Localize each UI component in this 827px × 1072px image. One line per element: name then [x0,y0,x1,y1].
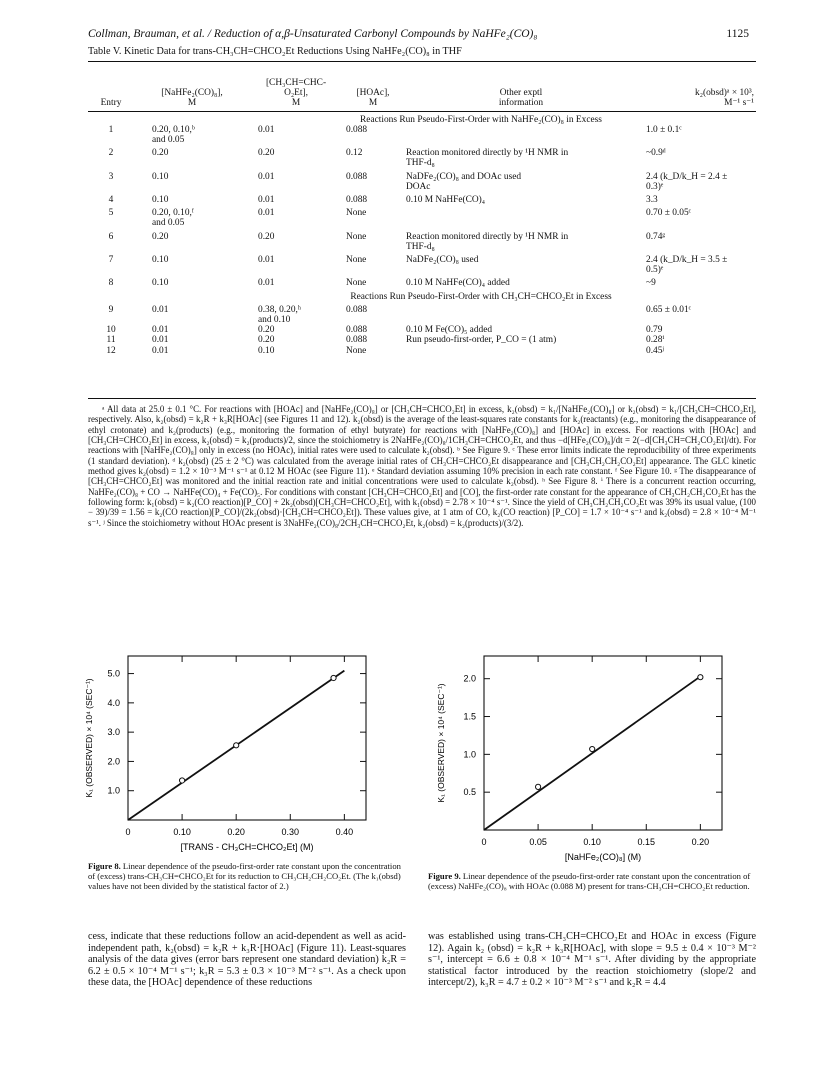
data-point [590,746,595,751]
cell-hfe: 0.20 [152,148,169,159]
cell-hoac: None [346,278,367,289]
cell-hoac: 0.12 [346,148,363,159]
cell-hoac: 0.088 [346,195,368,206]
x-tick-label: 0.10 [173,827,191,837]
cell-hfe: 0.20 [152,231,169,242]
table-row [88,252,756,275]
page-number: 1125 [726,28,749,40]
table-caption: Table V. Kinetic Data for trans-CH₃CH=CHCO₂Et Reductions Using NaHFe₂(CO)₈ in THF [88,46,462,57]
data-point [331,675,336,680]
cell-crotonate: 0.01 [258,124,275,135]
x-tick-label: 0 [125,827,131,837]
data-point [698,675,703,680]
cell-entry: 12 [106,345,116,356]
cell-k2: 2.4 (k_D/k_H = 2.4 ± 0.3)ᵉ [646,171,728,192]
y-tick-label: 1.0 [107,785,120,796]
cell-hfe: 0.10 [152,171,169,182]
cell-entry: 5 [108,208,114,219]
x-tick-label: 0.40 [335,827,354,837]
table-body [88,112,756,356]
table-section-heading: Reactions Run Pseudo-First-Order with CH₃CH=CHCO₂Et in Excess [350,291,612,302]
x-axis-label: [TRANS - CH₃CH=CHCO₂Et] (M) [180,842,314,852]
cell-info: Reaction monitored directly by ¹H NMR in THF-d₈ [406,231,569,252]
cell-k2: 3.3 [646,195,658,206]
cell-crotonate: 0.01 [258,171,275,182]
cell-crotonate: 0.10 [258,345,275,356]
table-row [88,325,756,335]
cell-info [404,205,638,228]
x-tick-label: 0.15 [637,837,656,847]
table-row [88,192,756,205]
running-head: Collman, Brauman, et al. / Reduction of α,β-Unsaturated Carbonyl Compounds by NaHFe₂(CO)₈ [88,28,538,40]
col-hfe: [NaHFe₂(CO)₈], M [161,88,223,109]
cell-hfe: 0.10 [152,195,169,206]
cell-hfe: 0.01 [152,335,169,346]
cell-entry: 10 [106,325,116,336]
col-k2: k₂(obsd)ᵃ × 10³, M⁻¹ s⁻¹ [695,88,754,109]
cell-crotonate: 0.01 [258,208,275,219]
cell-crotonate: 0.20 [258,335,275,346]
table-row [88,335,756,345]
cell-entry: 7 [108,255,114,266]
table-row [88,302,756,325]
cell-hoac: 0.088 [346,325,368,336]
figure-9 [432,648,742,868]
cell-k2: ~0.9ᵈ [646,148,666,159]
cell-k2: 0.79 [646,325,663,336]
cell-k2: 0.74ᵍ [646,231,666,242]
cell-info: 0.10 M NaHFe(CO)₄ [406,195,486,206]
cell-hfe: 0.10 [152,278,169,289]
y-tick-label: 1.0 [463,749,476,760]
x-tick-label: 0.20 [227,827,245,837]
cell-k2: 0.70 ± 0.05ᶜ [646,208,692,219]
col-entry: Entry [100,98,122,109]
cell-entry: 1 [108,124,114,135]
col-info: Other exptl information [498,88,544,109]
cell-k2: 2.4 (k_D/k_H = 3.5 ± 0.5)ᵉ [646,255,728,276]
cell-entry: 2 [108,148,114,159]
figure-8-chart [80,648,380,858]
col-hoac: [HOAc], M [356,88,390,109]
cell-hoac: None [346,208,367,219]
cell-hoac: None [346,345,367,356]
body-text-right: was established using trans-CH₃CH=CHCO₂Et and HOAc in excess (Figure 12). Again k₂ (obsd) = k₂R + k₃R[HOAc], with slope = 9.5 ± 0.4 × 10⁻³ M⁻² s⁻¹, intercept = 6.6 ± 0.8 × 10⁻⁴ M⁻¹ s⁻¹. After dividing by the appropriate statistical factor introduced by the reaction stoichiometry (slope/2 and intercept/2), k₃R = 4.7 ± 0.2 × 10⁻³ M⁻² s⁻¹ and k₂R = 4.4 [428,931,756,989]
table-top-rule [88,61,756,62]
cell-crotonate: 0.20 [258,148,275,159]
cell-k2: ~9 [646,278,656,289]
cell-entry: 4 [108,195,114,206]
cell-info: NaDFe₂(CO)₈ used [406,255,479,266]
cell-hoac: 0.088 [346,335,368,346]
table-row [88,145,756,168]
data-point [535,784,540,789]
y-tick-label: 1.5 [463,711,476,722]
y-axis-label: K₁ (OBSERVED) × 10⁴ (SEC⁻¹) [84,678,94,798]
body-text-left: cess, indicate that these reductions follow an acid-dependent as well as acid-independent path, k₂(obsd) = k₂R + k₃R·[HOAc] (Figure 11). Least-squares analysis of the data gives (error bars represent one standard deviation) k₂R = 6.2 ± 0.5 × 10⁻⁴ M⁻¹ s⁻¹; k₃R = 5.3 ± 0.3 × 10⁻³ M⁻² s⁻¹. As a check upon these data, the [HOAc] dependence of these reductions [88,931,406,989]
table-row [88,346,756,356]
cell-hoac: 0.088 [346,124,368,135]
kinetic-data-table [88,78,756,356]
x-axis-label: [NaHFe₂(CO)₈] (M) [564,852,642,862]
cell-info: Run pseudo-first-order, P_CO = (1 atm) [406,335,557,346]
y-axis-label: K₁ (OBSERVED) × 10⁴ (SEC⁻¹) [436,683,446,803]
figure-8-caption: Figure 8. Linear dependence of the pseudo-first-order rate constant upon the concentration of (excess) trans-CH₃CH=CHCO₂Et for its reduction to CH₃CH₂CH₂CO₂Et. (The k₁(obsd) values have not been divided by the statistical factor of 2.) [88,861,401,891]
cell-entry: 3 [108,171,114,182]
fit-line [484,676,700,830]
table-row [88,125,756,145]
cell-crotonate: 0.01 [258,195,275,206]
y-tick-label: 5.0 [107,668,120,679]
cell-hfe: 0.20, 0.10,ᶠ and 0.05 [152,208,194,229]
cell-crotonate: 0.01 [258,255,275,266]
cell-info [404,346,638,356]
table-row [88,169,756,192]
x-tick-label: 0.10 [583,837,601,847]
cell-hfe: 0.20, 0.10,ᵇ and 0.05 [152,124,195,146]
table-section-heading: Reactions Run Pseudo-First-Order with NaHFe₂(CO)₈ in Excess [360,114,602,125]
cell-k2: 1.0 ± 0.1ᶜ [646,124,682,135]
data-point [179,778,184,783]
cell-crotonate: 0.20 [258,231,275,242]
figure-9-chart [432,648,742,868]
x-tick-label: 0.05 [529,837,547,847]
cell-info [404,125,638,145]
cell-hfe: 0.01 [152,325,169,336]
cell-info: 0.10 M Fe(CO)₅ added [406,325,493,336]
cell-info: Reaction monitored directly by ¹H NMR in THF-d₈ [406,148,569,169]
cell-hfe: 0.01 [152,345,169,356]
table-bottom-rule [88,398,756,399]
cell-info: 0.10 M NaHFe(CO)₄ added [406,278,510,289]
y-tick-label: 2.0 [463,673,476,684]
y-tick-label: 0.5 [463,787,476,798]
cell-entry: 8 [108,278,114,289]
figure-9-caption: Figure 9. Linear dependence of the pseudo-first-order rate constant upon the concentration of (excess) NaHFe₂(CO)₈ with HOAc (0.088 M) present for trans-CH₃CH=CHCO₂Et reduction. [428,871,751,891]
cell-hoac: 0.088 [346,304,368,315]
cell-entry: 9 [108,304,114,315]
cell-k2: 0.28ⁱ [646,335,665,346]
table-row [88,205,756,228]
cell-info: NaDFe₂(CO)₈ and DOAc used DOAc [406,171,522,192]
cell-entry: 6 [108,231,114,242]
cell-hfe: 0.01 [152,304,169,315]
cell-info [404,302,638,325]
table-header-row [88,78,756,109]
y-tick-label: 4.0 [107,697,120,708]
data-point [234,743,239,748]
table-footnotes: ᵃ All data at 25.0 ± 0.1 °C. For reactions with [HOAc] and [NaHFe₂(CO)₈] or [CH₃CH=CHCO₂Et] in excess, k₂(obsd) = k₁/[NaHFe₂(CO)₈] or k₂(obsd) = k₁/[CH₃CH=CHCO₂Et], respectively. Also, k₂(obsd) = k₂R + k₃R[HOAc] (see Figures 11 and 12). k₂(obsd) is the average of the least-squares rate constants for k₂(reactants) (e.g., monitoring the disappearance of ethyl crotonate) and k₂(products) (e.g., monitoring the formation of ethyl butyrate) for reactions with [NaHFe₂(CO)₈] and [HOAc] in excess. For reactions with [HOAc] and [CH₃CH=CHCO₂Et] in excess, k₂(obsd) = k₂(products)/2, since the stoichiometry is 2NaHFe₂(CO)₈/1CH₃CH=CHCO₂Et, and thus −d[HFe₂(CO)₈]/dt = 2(−d[CH₃CH=CH₂CO₂Et]/dt). For reactions with [NaHFe₂(CO)₈] only in excess (no HOAc), initial rates were used to calculate k₂(obsd). ᵇ See Figure 9. ᶜ These error limits indicate the reproducibility of three experiments (1 standard deviation). ᵈ k₂(obsd) (25 ± 2 °C) was calculated from the average initial rates of CH₃CH=CHCO₂Et disappearance and [CH₃CH₂CH₂CO₂Et] appearance. The GLC kinetic method gives k₂(obsd) = 1.2 × 10⁻³ M⁻¹ s⁻¹ at 0.12 M HOAc (see Figure 11). ᵉ Standard deviation assuming 10% precision in each rate constant. ᶠ See Figure 10. ᵍ The disappearance of [CH₃CH=CHCO₂Et] was monitored and the initial reaction rate and initial concentrations were used to calculate k₂(obsd). ʰ See Figure 8. ⁱ There is a concurrent reaction occurring, NaHFe₂(CO)₈ + CO → NaHFe(CO)₄ + Fe(CO)₅. For conditions with constant [CH₃CH=CHCO₂Et] and [CO], the first-order rate constant for the appearance of CH₃CH₂CH₂CO₂Et has the following form: k₁(obsd) = k₂(CO reaction)[P_CO] + 2k₂(obsd)[CH₃CH=CHCO₂Et], with k₁(obsd) = 2.78 × 10⁻⁴ s⁻¹. Since the yield of CH₃CH₂CH₂CO₂Et was 39% its usual value, (100 − 39)/39 = 1.56 = k₂(CO reaction)[P_CO]/(2k₂(obsd)·[CH₃CH=CHCO₂Et]). These values give, at 1 atm of CO, k₂(CO reaction) [P_CO] = 1.7 × 10⁻⁴ s⁻¹ and k₂(obsd) = 2.8 × 10⁻⁴ M⁻¹ s⁻¹. ʲ Since the stoichiometry without HOAc present is 3NaHFe₂(CO)₈/2CH₃CH=CHCO₂Et, k₂(obsd) = k₂(products)/(3/2). [88,404,756,528]
table-row [88,275,756,288]
cell-entry: 11 [106,335,116,346]
y-tick-label: 2.0 [107,756,120,767]
x-tick-label: 0.30 [281,827,300,837]
y-tick-label: 3.0 [107,727,120,738]
figure-8 [80,648,380,858]
cell-k2: 0.65 ± 0.01ᶜ [646,304,692,315]
cell-hoac: 0.088 [346,171,368,182]
cell-crotonate: 0.01 [258,278,275,289]
cell-hfe: 0.10 [152,255,169,266]
cell-crotonate: 0.38, 0.20,ʰ and 0.10 [258,304,301,326]
cell-crotonate: 0.20 [258,325,275,336]
cell-hoac: None [346,255,367,266]
cell-k2: 0.45ʲ [646,345,664,356]
x-tick-label: 0 [481,837,487,847]
cell-hoac: None [346,231,367,242]
col-crotonate: [CH₃CH=CHC- O₂Et], M [265,78,327,109]
table-row [88,229,756,252]
x-tick-label: 0.20 [691,837,710,847]
